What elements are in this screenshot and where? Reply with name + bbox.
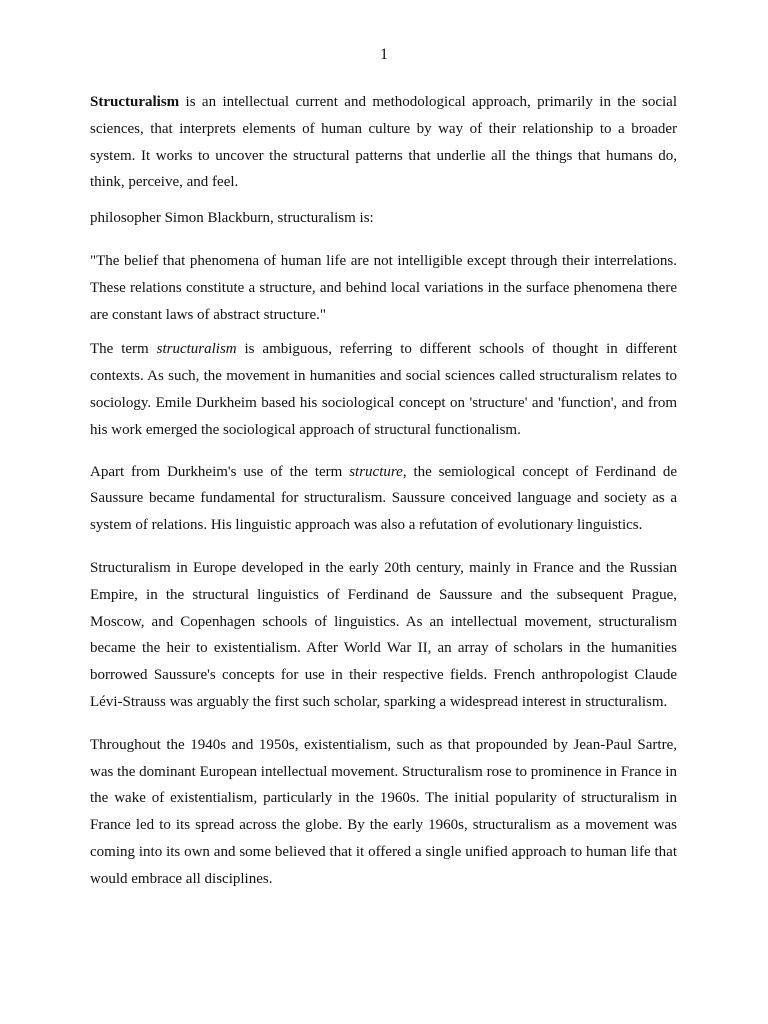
term-structure-italic: structure (349, 463, 403, 480)
paragraph-definition (90, 89, 677, 196)
paragraph-europe: Structuralism in Europe developed in the early 20th century, mainly in France and the Russian Empire, in the structural linguistics of Ferdinand de Saussure and the subsequent Prague, Moscow, and Copenhagen schools of linguistics. As an intellectual movement, structuralism became the heir to existentialism. After World War II, an array of scholars in the humanities borrowed Saussure's concepts for use in their respective fields. French anthropologist Claude Lévi-Strauss was arguably the first such scholar, sparking a widespread interest in structuralism. (90, 559, 677, 710)
page-number: 1 (380, 46, 388, 63)
paragraph-existentialism: Throughout the 1940s and 1950s, existentialism, such as that propounded by Jean-Paul Sartre, was the dominant European intellectual movement. Structuralism rose to prominence in France in the wake of existentialism, particularly in the 1960s. The initial popularity of structuralism in France led to its spread across the globe. By the early 1960s, structuralism as a movement was coming into its own and some believed that it offered a single unified approach to human life that would embrace all disciplines. (90, 736, 677, 887)
paragraph-definition-text: is an intellectual current and methodological approach, primarily in the social sciences, that interprets elements of human culture by way of their relationship to a broader system. It works to uncover the structural patterns that underlie all the things that humans do, think, perceive, and feel. (90, 94, 677, 191)
paragraph-saussure (90, 459, 677, 539)
paragraph-term-before: The term (90, 341, 157, 358)
term-structuralism-italic: structuralism (156, 341, 237, 358)
paragraph-term-after: is ambiguous, referring to different schools of thought in different contexts. As such, the movement in humanities and social sciences called structuralism relates to sociology. Emile Durkheim based his sociological concept on 'structure' and 'function', and from his work emerged the sociological approach of structural functionalism. (90, 341, 678, 438)
document-body (90, 89, 677, 893)
term-structuralism-bold: Structuralism (90, 94, 180, 110)
paragraph-saussure-after: , the semiological concept of Ferdinand de Saussure became fundamental for structuralism. Saussure conceived language and society as a system of relations. His linguistic approach was also a refutation of evolutionary linguistics. (90, 463, 677, 534)
paragraph-blackburn-quote: "The belief that phenomena of human life are not intelligible except through their interrelations. These relations constitute a structure, and behind local variations in the surface phenomena there are constant laws of abstract structure." (90, 252, 677, 323)
paragraph-saussure-before: Apart from Durkheim's use of the term (90, 463, 350, 480)
paragraph-term-ambiguous (90, 336, 677, 443)
paragraph-blackburn-intro: philosopher Simon Blackburn, structuralism is: (90, 210, 374, 227)
